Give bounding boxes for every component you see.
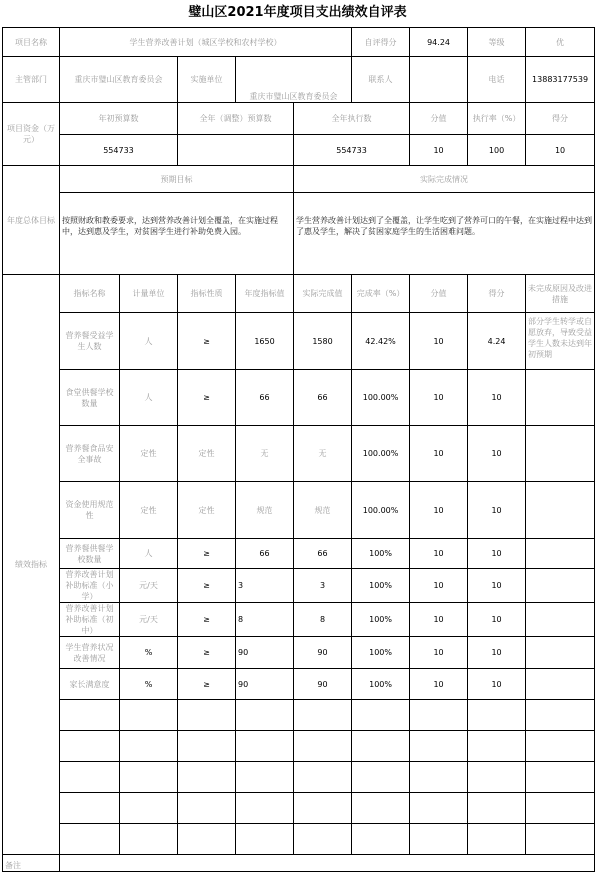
funds-header-weight: 分值 xyxy=(410,103,468,135)
indicator-reason xyxy=(526,482,595,539)
indicator-nature: 定性 xyxy=(178,426,236,482)
goals-actual-header: 实际完成情况 xyxy=(294,166,595,193)
indicator-row xyxy=(3,539,595,569)
indicator-weight: 10 xyxy=(410,426,468,482)
indicator-unit: 元/天 xyxy=(120,569,178,603)
indicator-actual: 无 xyxy=(294,426,352,482)
funds-header-executed: 全年执行数 xyxy=(294,103,410,135)
indicator-name: 食堂供餐学校数量 xyxy=(60,370,120,426)
indicator-rate: 100% xyxy=(352,669,410,700)
indicator-score: 10 xyxy=(468,482,526,539)
empty-indicator-row xyxy=(3,731,595,762)
phone-label: 电话 xyxy=(468,57,526,103)
funds-score: 10 xyxy=(526,135,595,166)
indicator-actual: 66 xyxy=(294,370,352,426)
indicator-reason xyxy=(526,569,595,603)
contact-label: 联系人 xyxy=(352,57,410,103)
indicator-reason: 部分学生转学或自愿放弃，导致受益学生人数未达到年初预期 xyxy=(526,313,595,370)
page-title: 璧山区2021年度项目支出绩效自评表 xyxy=(188,5,407,20)
indicator-unit: 定性 xyxy=(120,482,178,539)
empty-indicator-row xyxy=(3,700,595,731)
goals-expected-header: 预期目标 xyxy=(60,166,294,193)
indicator-score: 4.24 xyxy=(468,313,526,370)
indicator-score: 10 xyxy=(468,539,526,569)
grade-value: 优 xyxy=(526,28,595,57)
indicator-target: 3 xyxy=(236,569,294,603)
funds-header-exec-rate: 执行率（%） xyxy=(468,103,526,135)
empty-indicator-row xyxy=(3,824,595,855)
indicator-actual: 8 xyxy=(294,603,352,637)
indicator-target: 规范 xyxy=(236,482,294,539)
indicator-header-row xyxy=(3,275,595,313)
funds-header-score: 得分 xyxy=(526,103,595,135)
indicator-unit: 人 xyxy=(120,539,178,569)
indicator-name: 资金使用规范性 xyxy=(60,482,120,539)
indicator-reason xyxy=(526,637,595,669)
funds-label: 项目资金（万元） xyxy=(3,103,60,166)
indicator-reason xyxy=(526,669,595,700)
indicator-row xyxy=(3,637,595,669)
indicator-row xyxy=(3,482,595,539)
indicator-nature: ≥ xyxy=(178,637,236,669)
indicator-weight: 10 xyxy=(410,569,468,603)
indicator-actual: 规范 xyxy=(294,482,352,539)
funds-exec-rate: 100 xyxy=(468,135,526,166)
indicator-reason xyxy=(526,603,595,637)
indicator-name: 营养餐供餐学校数量 xyxy=(60,539,120,569)
indicator-rate: 100% xyxy=(352,637,410,669)
indicator-nature: ≥ xyxy=(178,569,236,603)
indicator-target: 66 xyxy=(236,370,294,426)
indicator-header-rate: 完成率（%） xyxy=(352,275,410,313)
indicator-rate: 100% xyxy=(352,539,410,569)
indicator-unit: % xyxy=(120,637,178,669)
indicator-score: 10 xyxy=(468,370,526,426)
indicator-unit: % xyxy=(120,669,178,700)
indicator-row xyxy=(3,370,595,426)
empty-indicator-row xyxy=(3,762,595,793)
indicator-unit: 人 xyxy=(120,370,178,426)
funds-header-initial-budget: 年初预算数 xyxy=(60,103,178,135)
indicator-actual: 90 xyxy=(294,669,352,700)
indicator-score: 10 xyxy=(468,603,526,637)
goals-header-row xyxy=(3,166,595,193)
indicator-target: 无 xyxy=(236,426,294,482)
indicator-target: 66 xyxy=(236,539,294,569)
indicator-target: 1650 xyxy=(236,313,294,370)
indicator-unit: 元/天 xyxy=(120,603,178,637)
project-name-value: 学生营养改善计划（城区学校和农村学校） xyxy=(60,28,352,57)
indicator-actual: 90 xyxy=(294,637,352,669)
indicator-weight: 10 xyxy=(410,637,468,669)
project-name-label: 项目名称 xyxy=(3,28,60,57)
indicator-nature: ≥ xyxy=(178,669,236,700)
implementer-value: 重庆市璧山区教育委员会 xyxy=(236,57,352,103)
project-row xyxy=(3,28,595,57)
implementer-label: 实施单位 xyxy=(178,57,236,103)
indicator-nature: ≥ xyxy=(178,539,236,569)
indicator-row xyxy=(3,313,595,370)
indicator-target: 8 xyxy=(236,603,294,637)
indicator-actual: 66 xyxy=(294,539,352,569)
funds-header-row xyxy=(3,103,595,135)
competent-dept-label: 主管部门 xyxy=(3,57,60,103)
indicator-header-score: 得分 xyxy=(468,275,526,313)
indicator-weight: 10 xyxy=(410,482,468,539)
indicator-score: 10 xyxy=(468,569,526,603)
indicator-weight: 10 xyxy=(410,603,468,637)
funds-executed: 554733 xyxy=(294,135,410,166)
indicator-weight: 10 xyxy=(410,669,468,700)
indicator-target: 90 xyxy=(236,669,294,700)
funds-header-adjusted-budget: 全年（调整）预算数 xyxy=(178,103,294,135)
indicator-rate: 100% xyxy=(352,603,410,637)
indicator-row xyxy=(3,426,595,482)
indicator-nature: ≥ xyxy=(178,370,236,426)
indicator-rate: 100.00% xyxy=(352,426,410,482)
indicator-rate: 100.00% xyxy=(352,482,410,539)
indicator-nature: ≥ xyxy=(178,313,236,370)
indicator-reason xyxy=(526,370,595,426)
funds-initial-budget: 554733 xyxy=(60,135,178,166)
indicator-unit: 定性 xyxy=(120,426,178,482)
indicator-header-name: 指标名称 xyxy=(60,275,120,313)
indicator-target: 90 xyxy=(236,637,294,669)
self-score-value: 94.24 xyxy=(410,28,468,57)
indicator-weight: 10 xyxy=(410,370,468,426)
indicator-actual: 1580 xyxy=(294,313,352,370)
goals-label: 年度总体目标 xyxy=(3,166,60,275)
indicator-row xyxy=(3,569,595,603)
indicator-score: 10 xyxy=(468,426,526,482)
indicator-name: 营养改善计划补助标准（小学） xyxy=(60,569,120,603)
indicator-score: 10 xyxy=(468,669,526,700)
indicator-reason xyxy=(526,539,595,569)
indicator-nature: ≥ xyxy=(178,603,236,637)
contact-value xyxy=(410,57,468,103)
indicator-row xyxy=(3,669,595,700)
empty-indicator-row xyxy=(3,793,595,824)
indicator-weight: 10 xyxy=(410,539,468,569)
unit-row xyxy=(3,57,595,103)
indicator-header-reason: 未完成原因及改进措施 xyxy=(526,275,595,313)
grade-label: 等级 xyxy=(468,28,526,57)
indicator-name: 学生营养状况改善情况 xyxy=(60,637,120,669)
indicator-name: 家长满意度 xyxy=(60,669,120,700)
funds-values-row xyxy=(3,135,595,166)
indicator-header-nature: 指标性质 xyxy=(178,275,236,313)
goals-text-row xyxy=(3,193,595,275)
indicator-rate: 42.42% xyxy=(352,313,410,370)
indicator-unit: 人 xyxy=(120,313,178,370)
indicator-nature: 定性 xyxy=(178,482,236,539)
phone-value: 13883177539 xyxy=(526,57,595,103)
funds-adjusted-budget xyxy=(178,135,294,166)
indicator-header-target: 年度指标值 xyxy=(236,275,294,313)
indicator-row xyxy=(3,603,595,637)
indicator-reason xyxy=(526,426,595,482)
indicator-name: 营养改善计划补助标准（初中） xyxy=(60,603,120,637)
indicator-weight: 10 xyxy=(410,313,468,370)
indicator-header-weight: 分值 xyxy=(410,275,468,313)
self-score-label: 自评得分 xyxy=(352,28,410,57)
indicator-rate: 100% xyxy=(352,569,410,603)
goals-expected-text: 按照财政和教委要求，达到营养改善计划全覆盖，在实施过程中，达到惠及学生，对贫困学生进行补助免费入园。 xyxy=(60,193,294,275)
indicator-header-actual: 实际完成值 xyxy=(294,275,352,313)
indicator-score: 10 xyxy=(468,637,526,669)
indicator-header-unit: 计量单位 xyxy=(120,275,178,313)
indicators-section-label: 绩效指标 xyxy=(3,275,60,855)
indicator-name: 营养餐食品安全事故 xyxy=(60,426,120,482)
competent-dept-value: 重庆市璧山区教育委员会 xyxy=(60,57,178,103)
funds-weight: 10 xyxy=(410,135,468,166)
indicator-name: 营养餐受益学生人数 xyxy=(60,313,120,370)
remark-row xyxy=(3,855,595,872)
goals-actual-text: 学生营养改善计划达到了全覆盖，让学生吃到了营养可口的午餐，在实施过程中达到了惠及学生，解决了贫困家庭学生的生活困难问题。 xyxy=(294,193,595,275)
remark-label: 备注 xyxy=(3,855,60,872)
indicator-actual: 3 xyxy=(294,569,352,603)
evaluation-table xyxy=(2,27,595,872)
indicator-rate: 100.00% xyxy=(352,370,410,426)
